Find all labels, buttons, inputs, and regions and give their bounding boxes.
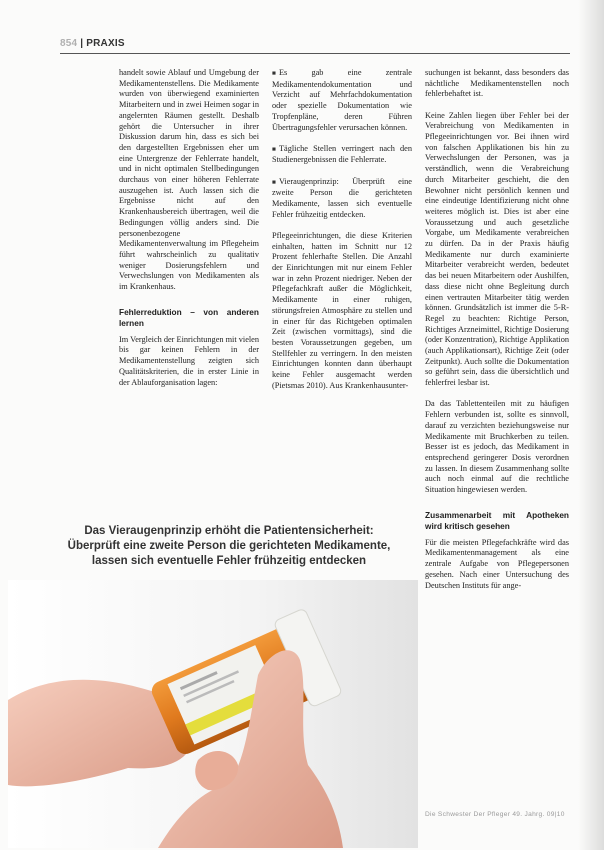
subheading-zusammenarbeit: Zusammenarbeit mit Apotheken wird kritisch gesehen (425, 509, 569, 531)
page-edge-shadow (578, 0, 604, 850)
text-column-3 (425, 68, 569, 602)
pull-quote-line: Das Vieraugenprinzip erhöht die Patientensicherheit: (84, 525, 374, 537)
paragraph: Für die meisten Pflegefachkräfte wird das Medikamentenmanagement als eine zentrale Aufgabe von Pflegepersonen gesehen. Nach einer Untersuchung des Deutschen Instituts für ange- (425, 537, 569, 590)
pull-quote-line: Überprüft eine zweite Person die gerichteten Medikamente, (67, 540, 391, 552)
bullet-icon: ■ (272, 145, 276, 153)
bullet-text: Tägliche Stellen verringert nach den Studienergebnissen die Fehlerrate. (272, 143, 412, 165)
text-column-2 (272, 68, 412, 402)
paragraph: handelt sowie Ablauf und Umgebung der Medikamentenstellens. Die Medikamente wurden von überwiegend examinierten Mitarbeitern und in zwei Heimen sogar in angelernten Räumen gestellt. Deshalb gehört die Untersucher in ihrer Diskussion darum hin, dass es sich bei den dargestellten Ergebnissen eher um eine Untergrenze der Fehlerrate handelt, und in nicht optimalen Stellbedingungen durchaus von einer höheren Fehlerrate auszugehen ist. Auch lassen sich die Ergebnisse nicht auf den Krankenhausbereich übertragen, weil die Bedingungen völlig anders sind. Die personenbezogene Medikamentenverwaltung im Pflegeheim führt wahrscheinlich zu qualitativ weniger Dosierungsfehlern und Verwechslungen von Medikamenten als im Krankenhaus. (119, 68, 259, 292)
bullet-icon: ■ (272, 178, 276, 186)
bullet-text: Es gab eine zentrale Medikamentendokumentation und Verzicht auf Mehrfachdokumentation oder spezielle Dokumentation wie Tropfenpläne, deren Führen Übertragungsfehler verursachen können. (272, 68, 412, 132)
bullet-icon: ■ (272, 70, 276, 77)
subheading-fehlerreduktion: Fehlerreduktion – von anderen lernen (119, 306, 259, 328)
section-title: PRAXIS (86, 38, 125, 49)
bullet-item (272, 177, 412, 221)
page-header (60, 38, 125, 49)
bullet-item (272, 68, 412, 133)
paragraph: suchungen ist bekannt, dass besonders das nächtliche Medikamentenstellen noch fehlerbehaftet ist. (425, 68, 569, 99)
paragraph: Pflegeeinrichtungen, die diese Kriterien einhalten, hatten im Schnitt nur 12 Prozent fehlerhafte Stellen. Die Anzahl der Einrichtungen mit nur einem Fehler war in zehn Prozent niedriger. Neben der Pflegefachkraft außer die Möglichkeit, Medikamente in einer ruhigen, störungsfreien Atmosphäre zu stellen und in einer für das Richtgeben optimalen Zeit (zwischen vormittags), sind die besten Voraussetzungen gegeben, um Stellfehler zu verringern. In den meisten Einrichtungen konnten dann überhaupt keine Fehler ausgemacht werden (Pietsmas 2010). Aus Krankenhausunter- (272, 230, 412, 390)
pull-quote-line: lassen sich eventuelle Fehler frühzeitig entdecken (91, 555, 367, 567)
paragraph: Im Vergleich der Einrichtungen mit vielen bis gar keinen Fehlern in der Medikamentenstellung zeigten sich Qualitätskriterien, die in erster Linie in der Ablauforganisation lagen: (119, 334, 259, 387)
header-separator: | (77, 38, 87, 49)
pull-quote (44, 524, 414, 569)
paragraph: Da das Tablettenteilen mit zu häufigen Fehlern verbunden ist, sollte es sinnvoll, darauf zu verzichten beziehungsweise nur Medikamente mit Bruchkerben zu teilen. Besser ist es jedoch, das Medikament in entsprechend geringerer Dosis verordnen zu lassen. In diesem Zusammenhang sollte auch noch einmal auf die rechtliche Situation hingewiesen werden. (425, 399, 569, 495)
text-column-1 (119, 68, 259, 399)
paragraph: Keine Zahlen liegen über Fehler bei der Verabreichung von Medikamenten in Pflegeeinrichtungen vor. Bei ihnen wird von falschen Applikationen bis hin zu Verwechslungen der Personen, was ja verständlich, wenn die Verabreichung durch Mitarbeiter geschieht, die den Bewohner nicht persönlich kennen und eine eindeutige Identifizierung nicht ohne weiteres möglich ist. Dies ist aber eine Voraussetzung und auch gesetzliche Vorgabe, um Medikamente verabreichen zu dürfen. Da in der Praxis häufig Medikamente nur durch examinierte Mitarbeiter verabreicht werden, bedeutet das bei neuen Mitarbeitern oder Aushilfen, dass diese nicht ohne Begleitung durch einen vertrauten Mitarbeiter tätig werden können. Grundsätzlich ist immer die 5-R-Regel zu beachten: Richtige Person, Richtiges Arzneimittel, Richtige Dosierung (oder Konzentration), Richtige Applikation (auch Applikationsart), Richtige Zeit (oder Zeitpunkt). Auch sollte die Dokumentation so geführt sein, dass die übersichtlich und fehlerfrei lesbar ist. (425, 110, 569, 388)
photo-hands-pill-bottle (8, 580, 418, 848)
page-number: 854 (60, 38, 78, 49)
bullet-text: Vieraugenprinzip: Überprüft eine zweite Person die gerichteten Medikamente, lassen sich eventuelle Fehler frühzeitig entdecken. (272, 176, 412, 219)
bullet-item (272, 144, 412, 166)
page-footer: Die Schwester Der Pfleger 49. Jahrg. 09|10 (425, 811, 565, 818)
header-rule (60, 53, 570, 54)
